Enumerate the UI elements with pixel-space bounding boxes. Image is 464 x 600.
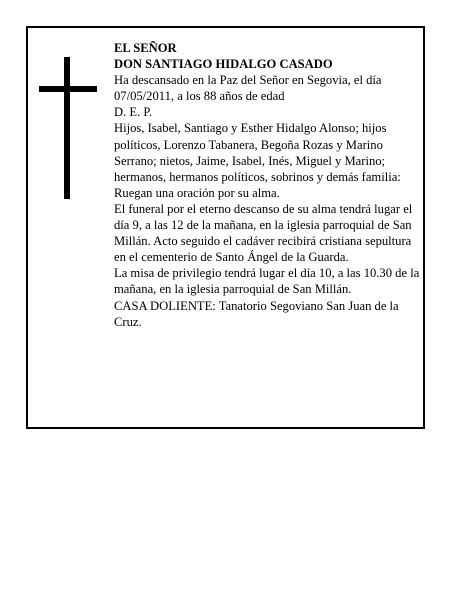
mass-details: La misa de privilegio tendrá lugar el día 10, a las 10.30 de la mañana, en la iglesia parroquial de San Millán. — [114, 266, 420, 297]
cross-icon — [39, 57, 97, 199]
cross-vertical-bar — [64, 57, 70, 199]
obituary-text — [114, 40, 420, 330]
obituary-heading: EL SEÑOR — [114, 41, 177, 55]
deceased-name: DON SANTIAGO HIDALGO CASADO — [114, 57, 333, 72]
cross-horizontal-bar — [39, 86, 97, 92]
funeral-home: CASA DOLIENTE: Tanatorio Segoviano San Juan de la Cruz. — [114, 298, 399, 329]
rip-abbreviation: D. E. P. — [114, 105, 153, 120]
prayer-request: Ruegan una oración por su alma. — [114, 185, 280, 200]
death-statement: Ha descansado en la Paz del Señor en Segovia, el día 07/05/2011, a los 88 años de edad — [114, 73, 382, 104]
funeral-details: El funeral por el eterno descanso de su alma tendrá lugar el día 9, a las 12 de la mañana, en la iglesia parroquial de San Millán. Acto seguido el cadáver recibirá cristiana sepultura en el cementerio de Santo Ángel de la Guarda. — [114, 201, 413, 265]
obituary-notice — [26, 26, 425, 429]
family-list: Hijos, Isabel, Santiago y Esther Hidalgo Alonso; hijos políticos, Lorenzo Tabanera, Begoña Rozas y Marino Serrano; nietos, Jaime, Isabel, Inés, Miguel y Marino; hermanos, hermanos políticos, sobrinos y demás familia: — [114, 121, 401, 184]
